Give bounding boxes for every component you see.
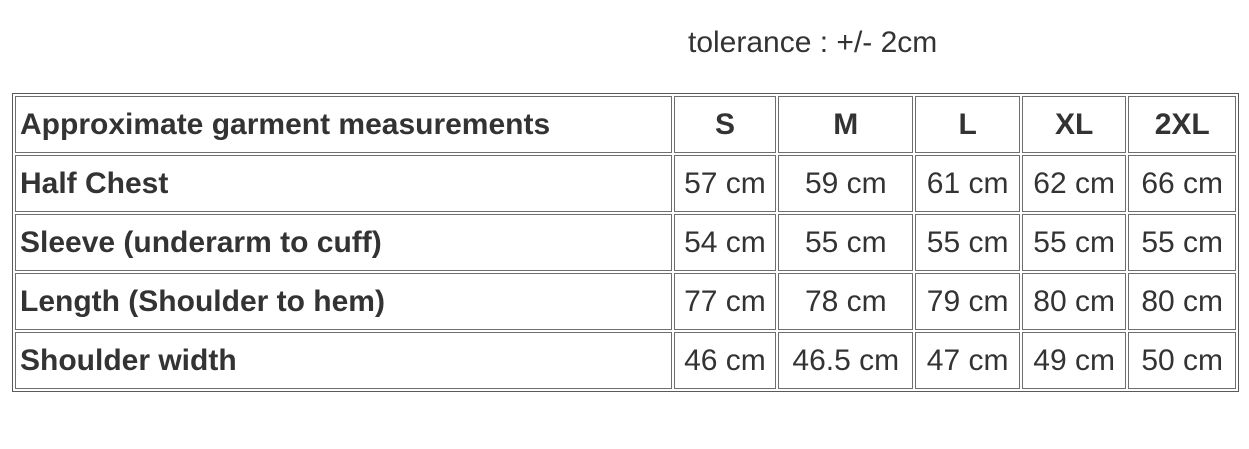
row-label-half-chest: Half Chest bbox=[15, 155, 672, 212]
table-header-row bbox=[15, 96, 1236, 153]
measurement-value: 66 cm bbox=[1128, 155, 1236, 212]
measurement-value: 62 cm bbox=[1022, 155, 1127, 212]
measurement-value: 79 cm bbox=[915, 273, 1020, 330]
measurement-value: 78 cm bbox=[778, 273, 913, 330]
size-header-m: M bbox=[778, 96, 913, 153]
tolerance-note: tolerance : +/- 2cm bbox=[688, 26, 938, 59]
row-label-sleeve: Sleeve (underarm to cuff) bbox=[15, 214, 672, 271]
table-row-shoulder-width bbox=[15, 332, 1236, 389]
measurement-value: 50 cm bbox=[1128, 332, 1236, 389]
measurements-header-cell: Approximate garment measurements bbox=[15, 96, 672, 153]
measurement-value: 80 cm bbox=[1128, 273, 1236, 330]
measurement-value: 55 cm bbox=[778, 214, 913, 271]
measurement-value: 57 cm bbox=[674, 155, 776, 212]
size-header-l: L bbox=[915, 96, 1020, 153]
measurement-value: 77 cm bbox=[674, 273, 776, 330]
row-label-length: Length (Shoulder to hem) bbox=[15, 273, 672, 330]
garment-size-table bbox=[12, 93, 1239, 392]
size-header-2xl: 2XL bbox=[1128, 96, 1236, 153]
measurement-value: 49 cm bbox=[1022, 332, 1127, 389]
measurement-value: 80 cm bbox=[1022, 273, 1127, 330]
measurement-value: 55 cm bbox=[1022, 214, 1127, 271]
table-row-sleeve bbox=[15, 214, 1236, 271]
row-label-shoulder-width: Shoulder width bbox=[15, 332, 672, 389]
size-header-s: S bbox=[674, 96, 776, 153]
size-header-xl: XL bbox=[1022, 96, 1127, 153]
measurement-value: 47 cm bbox=[915, 332, 1020, 389]
measurement-value: 46 cm bbox=[674, 332, 776, 389]
table-row-length bbox=[15, 273, 1236, 330]
measurement-value: 55 cm bbox=[915, 214, 1020, 271]
measurement-value: 46.5 cm bbox=[778, 332, 913, 389]
measurement-value: 59 cm bbox=[778, 155, 913, 212]
measurement-value: 55 cm bbox=[1128, 214, 1236, 271]
table-row-half-chest bbox=[15, 155, 1236, 212]
measurement-value: 61 cm bbox=[915, 155, 1020, 212]
measurement-value: 54 cm bbox=[674, 214, 776, 271]
